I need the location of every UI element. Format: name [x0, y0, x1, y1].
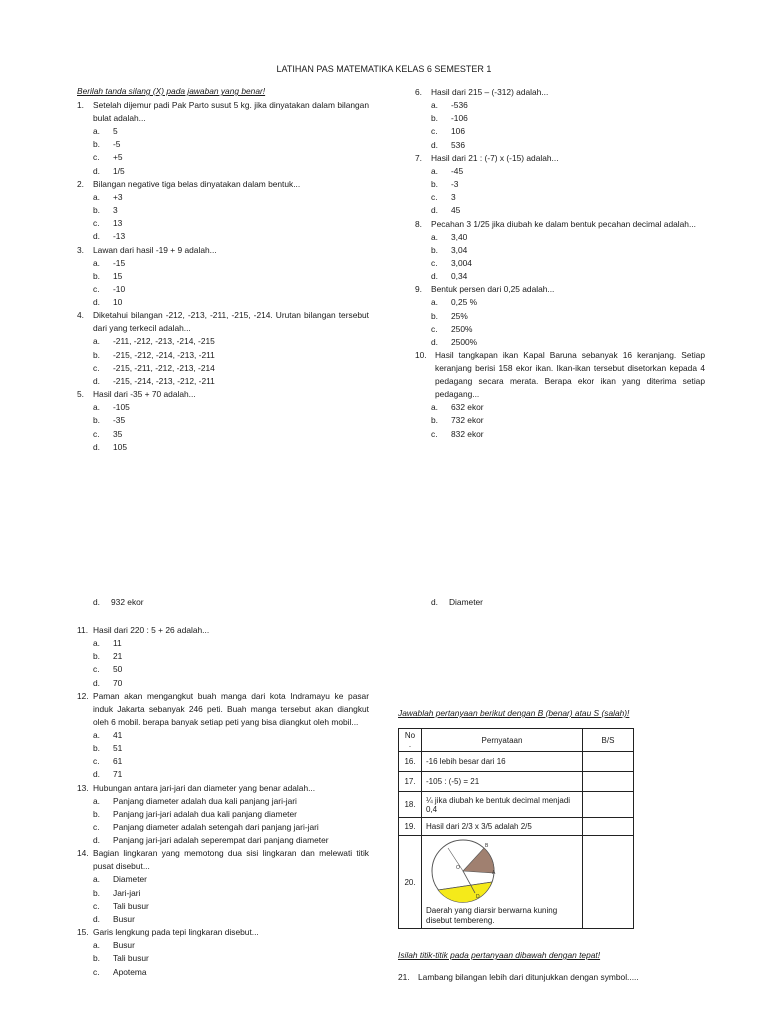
option-letter: a.: [431, 100, 438, 110]
option-letter: c.: [93, 822, 100, 833]
option-text: -15: [113, 257, 126, 268]
answer-option[interactable]: [77, 913, 369, 926]
option-text: +3: [113, 191, 123, 202]
option-list: [77, 939, 369, 979]
option-letter: c.: [93, 362, 100, 373]
question-list-left-lower: [77, 624, 369, 979]
option-text: Jari-jari: [113, 887, 141, 898]
answer-option[interactable]: [415, 257, 705, 270]
table-row: 18. ¼ jika diubah ke bentuk decimal menjadi 0,4: [399, 792, 634, 818]
option-text: Busur: [113, 914, 135, 925]
question-body: Hasil dari -35 + 70 adalah...: [93, 389, 196, 400]
option-list: [77, 873, 369, 926]
page-title: LATIHAN PAS MATEMATIKA KELAS 6 SEMESTER 1: [276, 64, 492, 74]
answer-option[interactable]: [77, 125, 369, 138]
option-text: 2500%: [451, 337, 478, 348]
answer-option[interactable]: [415, 296, 705, 309]
question-list-right: [415, 86, 705, 441]
option-text: Panjang jari-jari adalah dua kali panjang diameter: [113, 808, 297, 819]
svg-text:B: B: [485, 843, 489, 849]
question-text: [415, 283, 705, 296]
option-text: -215, -214, -213, -212, -211: [113, 376, 215, 387]
option-text: 45: [451, 205, 461, 216]
answer-option[interactable]: [77, 768, 369, 781]
answer-option[interactable]: [415, 99, 705, 112]
option-letter: c.: [431, 323, 438, 334]
option-letter: b.: [431, 113, 438, 124]
answer-option[interactable]: [77, 887, 369, 900]
question-body: Hasil dari 21 : (-7) x (-15) adalah...: [431, 152, 559, 163]
question-21: 21. Lambang bilangan lebih dari ditunjukkan dengan symbol.....: [398, 972, 639, 982]
circle-segment-diagram: [426, 838, 500, 904]
option-letter: a.: [93, 638, 100, 648]
option-letter: a.: [93, 940, 100, 951]
option-letter: d.: [93, 376, 100, 387]
option-letter: b.: [93, 887, 100, 898]
answer-option[interactable]: [415, 244, 705, 257]
option-text: 3,04: [451, 244, 468, 255]
answer-option[interactable]: [415, 310, 705, 323]
question-body: Setelah dijemur padi Pak Parto susut 5 kg. jika dinyatakan dalam bilangan bulat adalah...: [93, 100, 369, 123]
option-letter: a.: [93, 126, 100, 136]
instruction-fill-blank: Isilah titik-titik pada pertanyaan dibawah dengan tepat!: [398, 950, 601, 960]
answer-option[interactable]: [77, 151, 369, 164]
question-text: [415, 349, 705, 401]
option-letter: d.: [93, 914, 100, 925]
question-body: Pecahan 3 1/25 jika diubah ke dalam bentuk pecahan decimal adalah...: [431, 218, 696, 229]
option-text: -5: [113, 139, 121, 150]
answer-option[interactable]: [77, 401, 369, 414]
answer-cell[interactable]: [583, 818, 634, 836]
option-letter: a.: [431, 165, 438, 176]
option-text: Tali busur: [113, 953, 149, 964]
option-letter: a.: [431, 297, 438, 308]
answer-option[interactable]: [415, 231, 705, 244]
option-letter: c.: [431, 192, 438, 203]
question-number: 1.: [77, 100, 84, 110]
question-number: 6.: [415, 87, 422, 97]
option-list: [77, 795, 369, 848]
answer-option[interactable]: [77, 362, 369, 375]
option-text: 41: [113, 729, 123, 740]
option-text: +5: [113, 152, 123, 163]
question-number: 8.: [415, 218, 422, 229]
option-letter: c.: [93, 900, 100, 911]
option-text: Panjang diameter adalah setengah dari panjang jari-jari: [113, 822, 319, 833]
option-text: 3,40: [451, 231, 468, 242]
answer-option[interactable]: [77, 795, 369, 808]
option-letter: a.: [431, 402, 438, 413]
answer-option[interactable]: [77, 441, 369, 454]
answer-option[interactable]: [415, 401, 705, 414]
table-row: 19. Hasil dari 2/3 x 3/5 adalah 2/5: [399, 818, 634, 836]
question-text: [77, 782, 369, 795]
option-text: 11: [113, 638, 122, 648]
question-text: [77, 690, 369, 729]
question-number: 10.: [415, 350, 427, 361]
option-letter: a.: [93, 729, 100, 740]
option-list: [77, 729, 369, 782]
option-list: [415, 231, 705, 284]
option-text: 3: [113, 205, 118, 216]
question-body: Hasil dari 215 – (-312) adalah...: [431, 87, 549, 97]
answer-option[interactable]: [415, 191, 705, 204]
option-text: 21: [113, 651, 123, 662]
option-list: [77, 191, 369, 244]
answer-option[interactable]: [77, 349, 369, 362]
answer-option[interactable]: [77, 217, 369, 230]
option-text: -536: [451, 100, 468, 110]
question-number: 14.: [77, 848, 89, 859]
option-letter: d.: [431, 337, 438, 348]
option-text: 732 ekor: [451, 415, 484, 426]
option-letter: d.: [93, 677, 100, 688]
instruction-true-false: Jawablah pertanyaan berikut dengan B (benar) atau S (salah)!: [398, 708, 630, 718]
option-text: Diameter: [113, 874, 147, 885]
option-text: 61: [113, 756, 123, 767]
question-body: Bilangan negative tiga belas dinyatakan dalam bentuk...: [93, 178, 301, 189]
answer-option[interactable]: [77, 637, 369, 650]
question-number: 3.: [77, 244, 84, 255]
option-list: [77, 637, 369, 690]
question-text: [77, 244, 369, 257]
option-letter: b.: [93, 139, 100, 150]
option-letter: d.: [93, 297, 100, 308]
question-body: Lawan dari hasil -19 + 9 adalah...: [93, 244, 217, 255]
answer-option[interactable]: [77, 375, 369, 388]
option-letter: d.: [93, 835, 100, 846]
option-list: [77, 257, 369, 310]
option-text: -215, -212, -214, -213, -211: [113, 349, 215, 360]
option-text: -13: [113, 231, 126, 242]
answer-option[interactable]: [77, 966, 369, 979]
answer-option[interactable]: [415, 414, 705, 427]
option-text: 35: [113, 428, 123, 439]
question-text: [77, 309, 369, 335]
option-list: [415, 401, 705, 441]
option-list: [415, 99, 705, 152]
option-letter: a.: [431, 231, 438, 242]
option-text: -215, -211, -212, -213, -214: [113, 362, 215, 373]
answer-cell[interactable]: [583, 836, 634, 929]
option-text: 25%: [451, 310, 468, 321]
option-text: 632 ekor: [451, 402, 484, 413]
answer-option[interactable]: [415, 336, 705, 349]
option-text: 50: [113, 664, 123, 675]
option-list: [77, 401, 369, 454]
question-number: 7.: [415, 152, 422, 163]
question-body: Bagian lingkaran yang memotong dua sisi lingkaran dan melewati titik pusat disebut...: [93, 848, 369, 872]
answer-option[interactable]: [415, 165, 705, 178]
option-letter: b.: [431, 415, 438, 426]
question-number: 2.: [77, 178, 84, 189]
header-statement: Pernyataan: [422, 729, 583, 752]
option-letter: b.: [431, 179, 438, 190]
option-text: -35: [113, 415, 126, 426]
question-body: Paman akan mengangkut buah manga dari kota Indramayu ke pasar induk Jakarta sebanyak 246 peti. Buah manga tersebut akan diangkut oleh 6 mobil. berapa banyak setiap peti yang bisa diangkut oleh mobil...: [93, 690, 369, 727]
option-letter: c.: [93, 756, 100, 767]
answer-option[interactable]: [77, 650, 369, 663]
answer-option[interactable]: [77, 729, 369, 742]
answer-option[interactable]: [77, 191, 369, 204]
option-letter: c.: [93, 152, 100, 163]
option-text: -105: [113, 402, 130, 413]
answer-option[interactable]: [77, 873, 369, 886]
question-body: Hasil dari 220 : 5 + 26 adalah...: [93, 625, 210, 635]
option-letter: a.: [93, 191, 100, 202]
question-body: Hasil tangkapan ikan Kapal Baruna sebanyak 16 keranjang. Setiap keranjang berisi 158 ekor ikan. Ikan-ikan tersebut disetorkan kepada 4 pedagang secara merata. Berapa ekor ikan yang diterima setiap pedagang...: [435, 350, 705, 400]
question-text: [77, 624, 369, 637]
question-text: [77, 926, 369, 939]
option-letter: c.: [431, 126, 438, 137]
option-text: -3: [451, 179, 459, 190]
answer-option[interactable]: [415, 112, 705, 125]
option-letter: b.: [431, 310, 438, 321]
answer-option[interactable]: [77, 939, 369, 952]
answer-option[interactable]: [415, 204, 705, 217]
option-letter: d.: [93, 769, 100, 780]
option-letter: b.: [93, 415, 100, 426]
question-body: Diketahui bilangan -212, -213, -211, -215, -214. Urutan bilangan tersebut dari yang terkecil adalah...: [93, 310, 369, 334]
question-text: [415, 152, 705, 165]
option-letter: c.: [431, 258, 438, 269]
option-text: 10: [113, 297, 123, 308]
option-letter: d.: [93, 165, 100, 176]
option-letter: b.: [93, 349, 100, 360]
true-false-table: [398, 728, 634, 929]
svg-text:O: O: [456, 865, 460, 871]
answer-option[interactable]: [77, 808, 369, 821]
option-text: -106: [451, 113, 468, 124]
option-letter: d.: [93, 441, 100, 452]
answer-option[interactable]: [77, 755, 369, 768]
answer-option[interactable]: [77, 270, 369, 283]
option-letter: d.: [431, 139, 438, 150]
answer-option[interactable]: [77, 900, 369, 913]
option-text: 832 ekor: [451, 428, 484, 439]
option-text: 71: [113, 769, 123, 780]
answer-cell[interactable]: [583, 752, 634, 772]
answer-option[interactable]: [77, 414, 369, 427]
answer-option[interactable]: [415, 428, 705, 441]
answer-cell[interactable]: [583, 792, 634, 818]
option-text: 0,25 %: [451, 297, 478, 308]
question-text: [77, 178, 369, 191]
answer-option[interactable]: [77, 663, 369, 676]
right-column: [415, 86, 705, 441]
option-list: [77, 125, 369, 178]
option-letter: c.: [93, 284, 100, 295]
carry-option-right: d. Diameter: [431, 597, 483, 607]
option-letter: a.: [93, 257, 100, 268]
svg-text:A: A: [492, 870, 496, 876]
answer-option[interactable]: [77, 428, 369, 441]
question-number: 15.: [77, 927, 89, 938]
option-letter: b.: [431, 244, 438, 255]
question-text: [415, 218, 705, 231]
option-letter: b.: [93, 205, 100, 216]
option-letter: a.: [93, 402, 100, 413]
answer-option[interactable]: [415, 125, 705, 138]
option-letter: c.: [93, 218, 100, 229]
svg-text:D: D: [476, 894, 480, 900]
question-number: 11.: [77, 625, 89, 635]
option-letter: c.: [431, 428, 438, 439]
option-text: -45: [451, 165, 464, 176]
option-text: 51: [113, 743, 123, 754]
option-text: Busur: [113, 940, 135, 951]
option-letter: c.: [93, 428, 100, 439]
instruction-heading: Berilah tanda silang (X) pada jawaban yang benar!: [77, 86, 266, 96]
question-text: [77, 388, 369, 401]
option-letter: c.: [93, 664, 100, 675]
option-text: 13: [113, 218, 123, 229]
option-text: Apotema: [113, 966, 147, 977]
header-bs: B/S: [583, 729, 634, 752]
option-text: 5: [113, 126, 118, 136]
answer-option[interactable]: [77, 257, 369, 270]
answer-option[interactable]: [77, 834, 369, 847]
option-letter: c.: [93, 966, 100, 977]
option-text: Panjang jari-jari adalah seperempat dari panjang diameter: [113, 835, 329, 846]
option-letter: b.: [93, 953, 100, 964]
option-letter: b.: [93, 651, 100, 662]
answer-option[interactable]: [77, 283, 369, 296]
left-column: [77, 86, 369, 454]
option-text: 105: [113, 441, 127, 452]
option-list: [77, 335, 369, 388]
option-letter: d.: [431, 205, 438, 216]
answer-option[interactable]: [77, 952, 369, 965]
answer-option[interactable]: [77, 204, 369, 217]
option-letter: a.: [93, 795, 100, 806]
answer-option[interactable]: [77, 138, 369, 151]
answer-cell[interactable]: [583, 772, 634, 792]
option-text: 3: [451, 192, 456, 203]
answer-option[interactable]: [415, 178, 705, 191]
question-number: 5.: [77, 389, 84, 400]
answer-option[interactable]: [77, 677, 369, 690]
option-text: -211, -212, -213, -214, -215: [113, 336, 215, 347]
answer-option[interactable]: [415, 323, 705, 336]
option-letter: a.: [93, 336, 100, 347]
option-letter: d.: [93, 231, 100, 242]
option-text: 3,004: [451, 258, 472, 269]
question-body: Garis lengkung pada tepi lingkaran disebut...: [93, 927, 259, 938]
question-list-left: [77, 99, 369, 454]
answer-option[interactable]: [415, 139, 705, 152]
answer-option[interactable]: [77, 821, 369, 834]
option-text: Panjang diameter adalah dua kali panjang jari-jari: [113, 795, 297, 806]
question-text: [415, 86, 705, 99]
question-number: 12.: [77, 690, 89, 701]
option-text: 0,34: [451, 271, 468, 282]
option-list: [415, 296, 705, 349]
answer-option[interactable]: [77, 230, 369, 243]
header-no: No .: [399, 729, 422, 752]
answer-option[interactable]: [77, 296, 369, 309]
option-letter: b.: [93, 743, 100, 754]
option-letter: b.: [93, 270, 100, 281]
answer-option[interactable]: [415, 270, 705, 283]
option-text: Tali busur: [113, 900, 149, 911]
option-list: [415, 165, 705, 218]
option-text: 250%: [451, 323, 473, 334]
option-text: 1/5: [113, 165, 125, 176]
table-row: 20. O B A D Daerah yang diarsir berwarna kuning disebut tembereng.: [399, 836, 634, 929]
option-text: 536: [451, 139, 465, 150]
option-letter: b.: [93, 808, 100, 819]
question-text: [77, 847, 369, 873]
carry-option-left: d. 932 ekor: [93, 597, 144, 607]
answer-option[interactable]: [77, 335, 369, 348]
option-text: 106: [451, 126, 465, 137]
question-number: 13.: [77, 782, 89, 793]
question-text: [77, 99, 369, 125]
table-header: [399, 729, 634, 752]
answer-option[interactable]: [77, 742, 369, 755]
option-text: 70: [113, 677, 123, 688]
question-number: 9.: [415, 284, 422, 295]
left-column-lower: [77, 624, 369, 979]
option-letter: d.: [431, 271, 438, 282]
answer-option[interactable]: [77, 165, 369, 178]
option-text: -10: [113, 284, 126, 295]
option-text: 15: [113, 270, 123, 281]
question-body: Bentuk persen dari 0,25 adalah...: [431, 284, 555, 295]
question-number: 4.: [77, 310, 84, 321]
table-row: 17. -105 : (-5) = 21: [399, 772, 634, 792]
option-letter: a.: [93, 874, 100, 885]
table-row: 16. -16 lebih besar dari 16: [399, 752, 634, 772]
question-body: Hubungan antara jari-jari dan diameter yang benar adalah...: [93, 782, 316, 793]
